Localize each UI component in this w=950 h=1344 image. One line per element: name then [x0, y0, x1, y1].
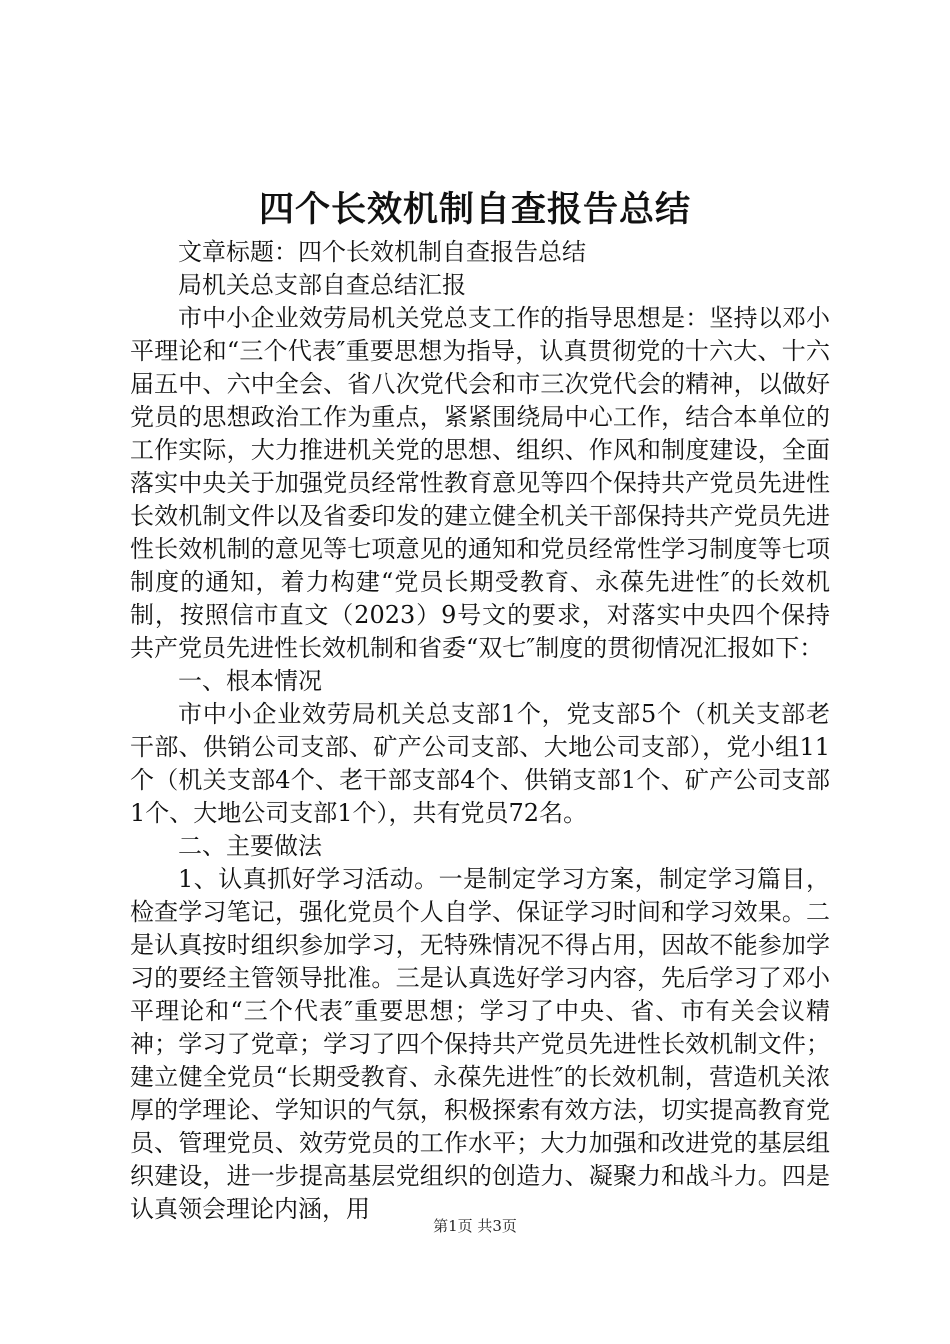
section-heading-main-practices: 二、主要做法: [178, 832, 322, 860]
paragraph-guiding-ideology: 市中小企业效劳局机关党总支工作的指导思想是：坚持以邓小平理论和“三个代表″重要思想为指导，认真贯彻党的十六大、十六届五中、六中全会、省八次党代会和市三次党代会的精神，以做好党员的思想政治工作为重点，紧紧围绕局中心工作，结合本单位的工作实际，大力推进机关党的思想、组织、作风和制度建设，全面落实中央关于加强党员经常性教育意见等四个保持共产党员先进性长效机制文件以及省委印发的建立健全机关干部保持共产党员先进性长效机制的意见等七项意见的通知和党员经常性学习制度等七项制度的通知，着力构建“党员长期受教育、永葆先进性″的长效机制，按照信市直文（2023）9号文的要求，对落实中央四个保持共产党员先进性长效机制和省委“双七″制度的贯彻情况汇报如下：: [130, 304, 830, 662]
report-subtitle: 局机关总支部自查总结汇报: [178, 271, 466, 299]
article-title-line: 文章标题：四个长效机制自查报告总结: [178, 238, 586, 266]
document-title: 四个长效机制自查报告总结: [258, 189, 691, 230]
section-heading-basic-situation: 一、根本情况: [178, 667, 322, 695]
document-body: [130, 236, 830, 1226]
paragraph-basic-situation: 市中小企业效劳局机关总支部1个，党支部5个（机关支部老干部、供销公司支部、矿产公司支部、大地公司支部），党小组11个（机关支部4个、老干部支部4个、供销支部1个、矿产公司支部1个、大地公司支部1个），共有党员72名。: [130, 700, 830, 827]
paragraph-study-activities: 1、认真抓好学习活动。一是制定学习方案，制定学习篇目，检查学习笔记，强化党员个人自学、保证学习时间和学习效果。二是认真按时组织参加学习，无特殊情况不得占用，因故不能参加学习的要经主管领导批准。三是认真选好学习内容，先后学习了邓小平理论和“三个代表″重要思想；学习了中央、省、市有关会议精神；学习了党章；学习了四个保持共产党员先进性长效机制文件；建立健全党员“长期受教育、永葆先进性″的长效机制，营造机关浓厚的学理论、学知识的气氛，积极探索有效方法，切实提高教育党员、管理党员、效劳党员的工作水平；大力加强和改进党的基层组织建设，进一步提高基层党组织的创造力、凝聚力和战斗力。四是认真领会理论内涵，用: [130, 865, 830, 1223]
page-footer: 第1页 共3页: [433, 1217, 517, 1235]
